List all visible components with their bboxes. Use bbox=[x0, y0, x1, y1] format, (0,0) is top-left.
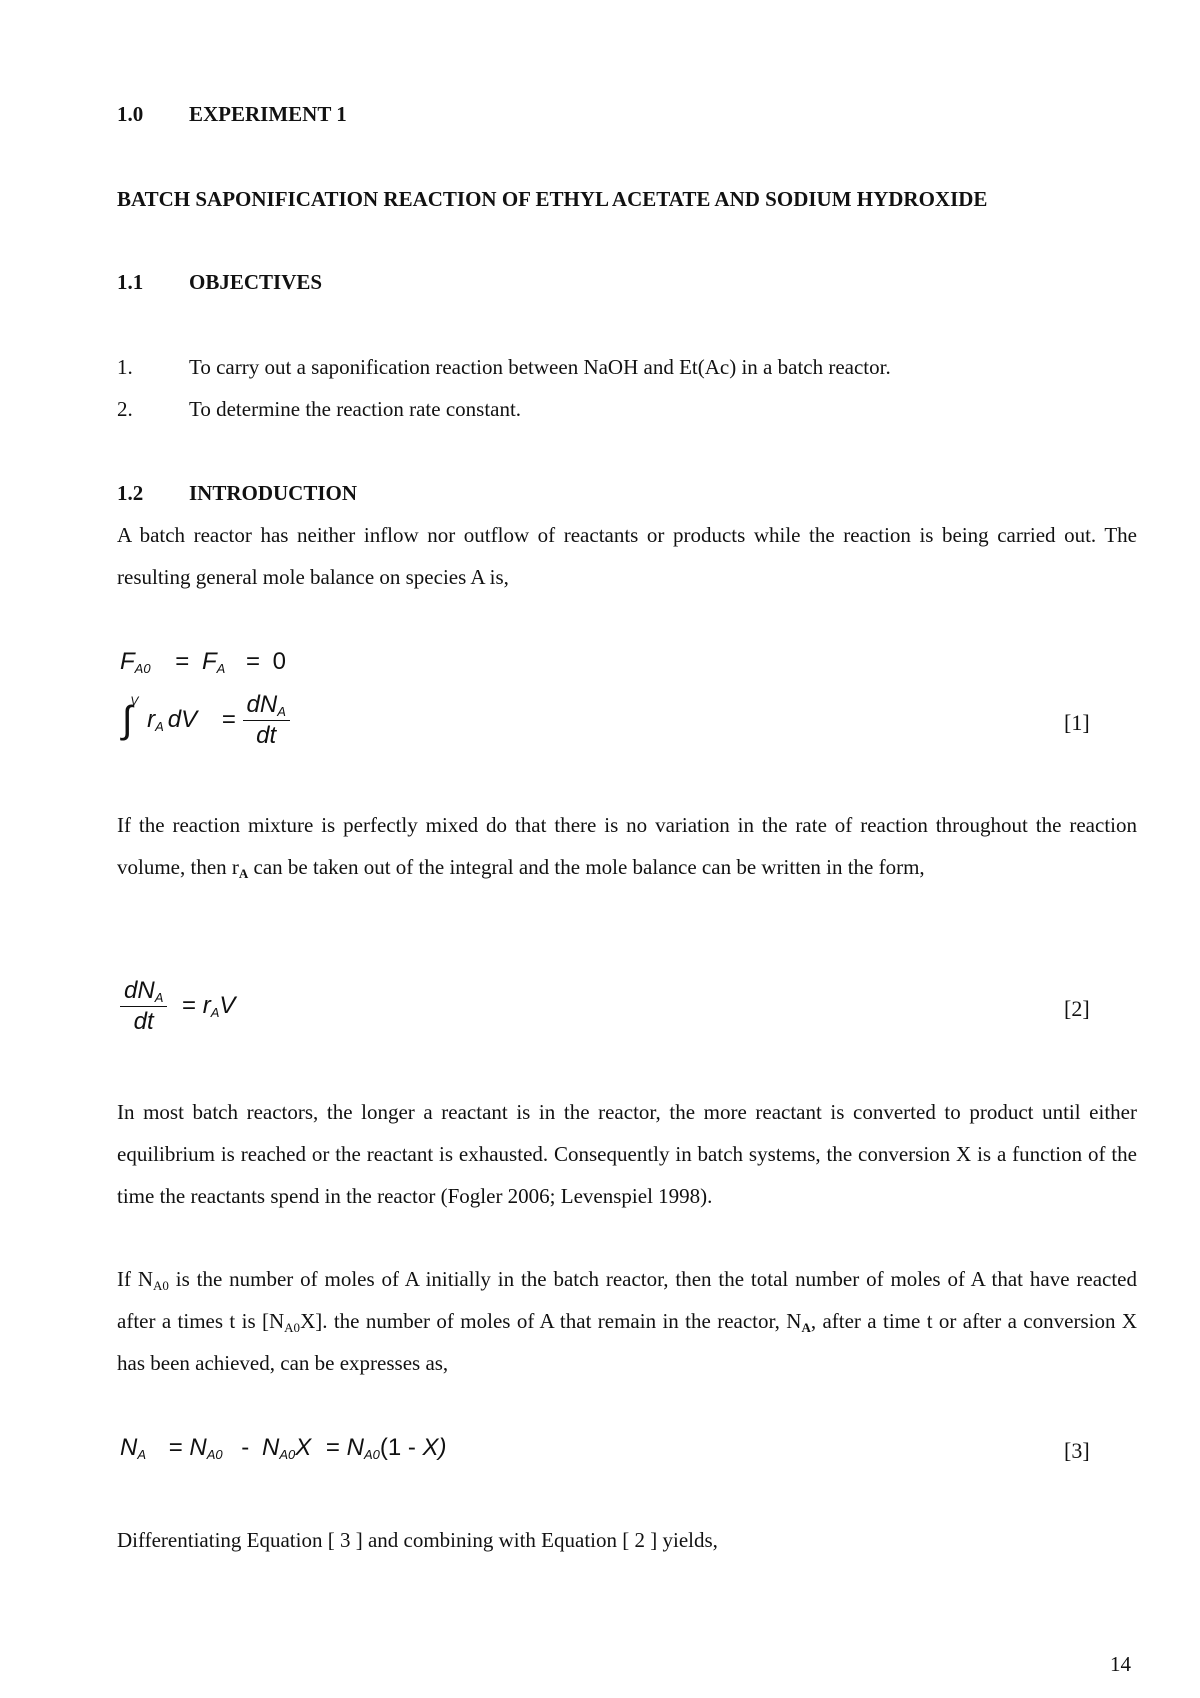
intro-paragraph-1: A batch reactor has neither inflow nor outflow of reactants or products while the reaction is being carried out. The resulting general mole balance on species A is, bbox=[117, 523, 1137, 589]
introduction-heading: INTRODUCTION bbox=[189, 481, 358, 505]
intro-paragraph-2: If the reaction mixture is perfectly mixed do that there is no variation in the rate of reaction throughout the reaction volume, then $r_A$ can be taken out of the integral and the mole balance can be written in the form, bbox=[117, 813, 1137, 881]
objectives-heading: OBJECTIVES bbox=[189, 270, 323, 294]
equation-1: ∫$^V$ $r_A$ dV = $\frac{dN_A}{dt}$ bbox=[122, 692, 290, 750]
equation-2: $\frac{dN_A}{dt}$ = $r_AV$ bbox=[120, 978, 235, 1036]
experiment-title: BATCH SAPONIFICATION REACTION OF ETHYL ACETATE AND SODIUM HYDROXIDE bbox=[117, 187, 988, 211]
intro-paragraph-5: Differentiating Equation [ 3 ] and combining with Equation [ 2 ] yields, bbox=[117, 1528, 718, 1552]
section-number: 1.0 bbox=[117, 102, 144, 126]
equation-flow-balance: $F_{A0} = F_A = 0$ bbox=[120, 648, 286, 676]
equation-1-label: [1] bbox=[1064, 710, 1090, 735]
objective-number-2: 2. bbox=[117, 397, 133, 421]
section-title: EXPERIMENT 1 bbox=[189, 102, 347, 126]
page-number: 14 bbox=[1110, 1652, 1131, 1676]
objectives-number: 1.1 bbox=[117, 270, 144, 294]
introduction-number: 1.2 bbox=[117, 481, 144, 505]
objective-text-2: To determine the reaction rate constant. bbox=[189, 397, 522, 421]
intro-paragraph-4: If $N_{A0}$ is the number of moles of A initially in the batch reactor, then the total number of moles of A that have reacted after a times t is $[N_{A0}X]$. the number of moles of A that remain in the reactor, $N_A$, after a time t or after a conversion X has been achieved, can be expresses as, bbox=[117, 1267, 1137, 1375]
equation-3-label: [3] bbox=[1064, 1438, 1090, 1463]
equation-2-label: [2] bbox=[1064, 996, 1090, 1021]
equation-3: $N_A = N_{A0} - N_{A0}X = N_{A0}(1 - X)$ bbox=[120, 1434, 447, 1462]
objective-number-1: 1. bbox=[117, 355, 133, 379]
objective-text-1: To carry out a saponification reaction between NaOH and Et(Ac) in a batch reactor. bbox=[189, 355, 891, 379]
intro-paragraph-3: In most batch reactors, the longer a reactant is in the reactor, the more reactant is converted to product until either equilibrium is reached or the reactant is exhausted. Consequently in batch systems, the conversion X is a function of the time the reactants spend in the reactor (Fogler 2006; Levenspiel 1998). bbox=[117, 1100, 1137, 1208]
